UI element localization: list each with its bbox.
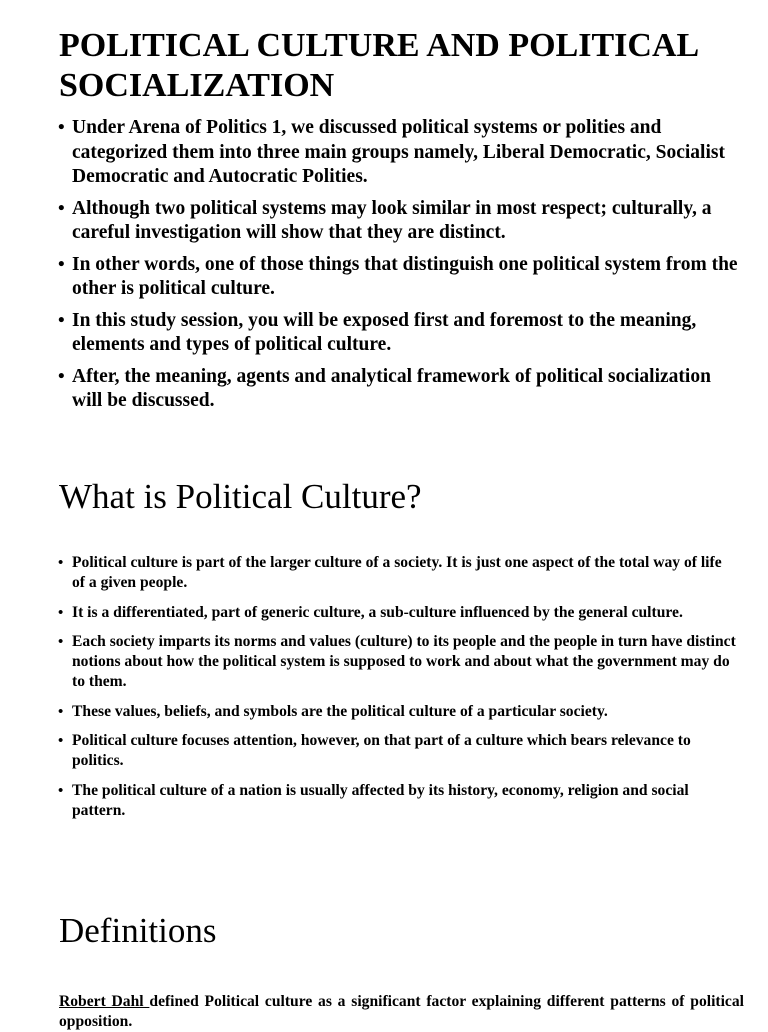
bullet-text: The political culture of a nation is usually affected by its history, economy, religion and social pattern. (72, 781, 689, 819)
bullet-text: Although two political systems may look similar in most respect; culturally, a careful investigation will show that they are distinct. (72, 197, 712, 243)
list-item (58, 116, 738, 190)
bullet-icon: • (58, 197, 65, 219)
slide-what-is-political-culture (0, 476, 768, 830)
list-item (58, 309, 738, 358)
list-item (58, 197, 738, 246)
bullet-text: In this study session, you will be exposed first and foremost to the meaning, elements and types of political culture. (72, 309, 697, 355)
bullet-icon: • (58, 555, 64, 571)
list-item (58, 632, 738, 692)
bullet-text: It is a differentiated, part of generic culture, a sub-culture influenced by the general culture. (72, 603, 683, 621)
bullet-icon: • (58, 309, 65, 331)
list-item (58, 731, 738, 771)
list-item (58, 603, 738, 623)
bullet-list (58, 553, 738, 821)
bullet-icon: • (58, 782, 64, 799)
slide-definitions (0, 910, 768, 1032)
bullet-text: In other words, one of those things that distinguish one political system from the other is political culture. (72, 253, 738, 299)
bullet-list (58, 116, 738, 414)
definition-text: defined Political culture as a significant factor explaining different patterns of political opposition. (59, 993, 744, 1030)
bullet-icon: • (58, 703, 64, 720)
slide-title: POLITICAL CULTURE AND POLITICAL SOCIALIZATION (59, 27, 698, 104)
slide-intro (0, 26, 768, 421)
bullet-text: These values, beliefs, and symbols are the political culture of a particular society. (72, 702, 608, 720)
list-item (58, 702, 738, 722)
bullet-icon: • (58, 604, 64, 621)
bullet-text: Each society imparts its norms and values (culture) to its people and the people in turn have distinct notions about how the political system is supposed to work and about what the government may do to them. (72, 633, 736, 690)
bullet-text: After, the meaning, agents and analytical framework of political socialization will be discussed. (72, 365, 711, 411)
bullet-text: Under Arena of Politics 1, we discussed political systems or polities and categorized them into three main groups namely, Liberal Democratic, Socialist Democratic and Autocratic Polities. (72, 117, 725, 187)
list-item (58, 553, 738, 593)
bullet-text: Political culture focuses attention, however, on that part of a culture which bears relevance to politics. (72, 732, 691, 769)
bullet-icon: • (58, 365, 65, 387)
definition-author: Robert Dahl (59, 993, 150, 1010)
bullet-icon: • (58, 117, 65, 138)
list-item (58, 253, 738, 302)
list-item (58, 365, 738, 414)
list-item (58, 781, 738, 821)
slide-title: What is Political Culture? (59, 477, 422, 516)
bullet-icon: • (58, 253, 65, 275)
bullet-text: Political culture is part of the larger culture of a society. It is just one aspect of the total way of life of a given people. (72, 554, 722, 591)
slide-title: Definitions (59, 911, 217, 950)
bullet-icon: • (58, 634, 64, 650)
definition-paragraph (59, 992, 744, 1032)
bullet-icon: • (58, 733, 64, 749)
